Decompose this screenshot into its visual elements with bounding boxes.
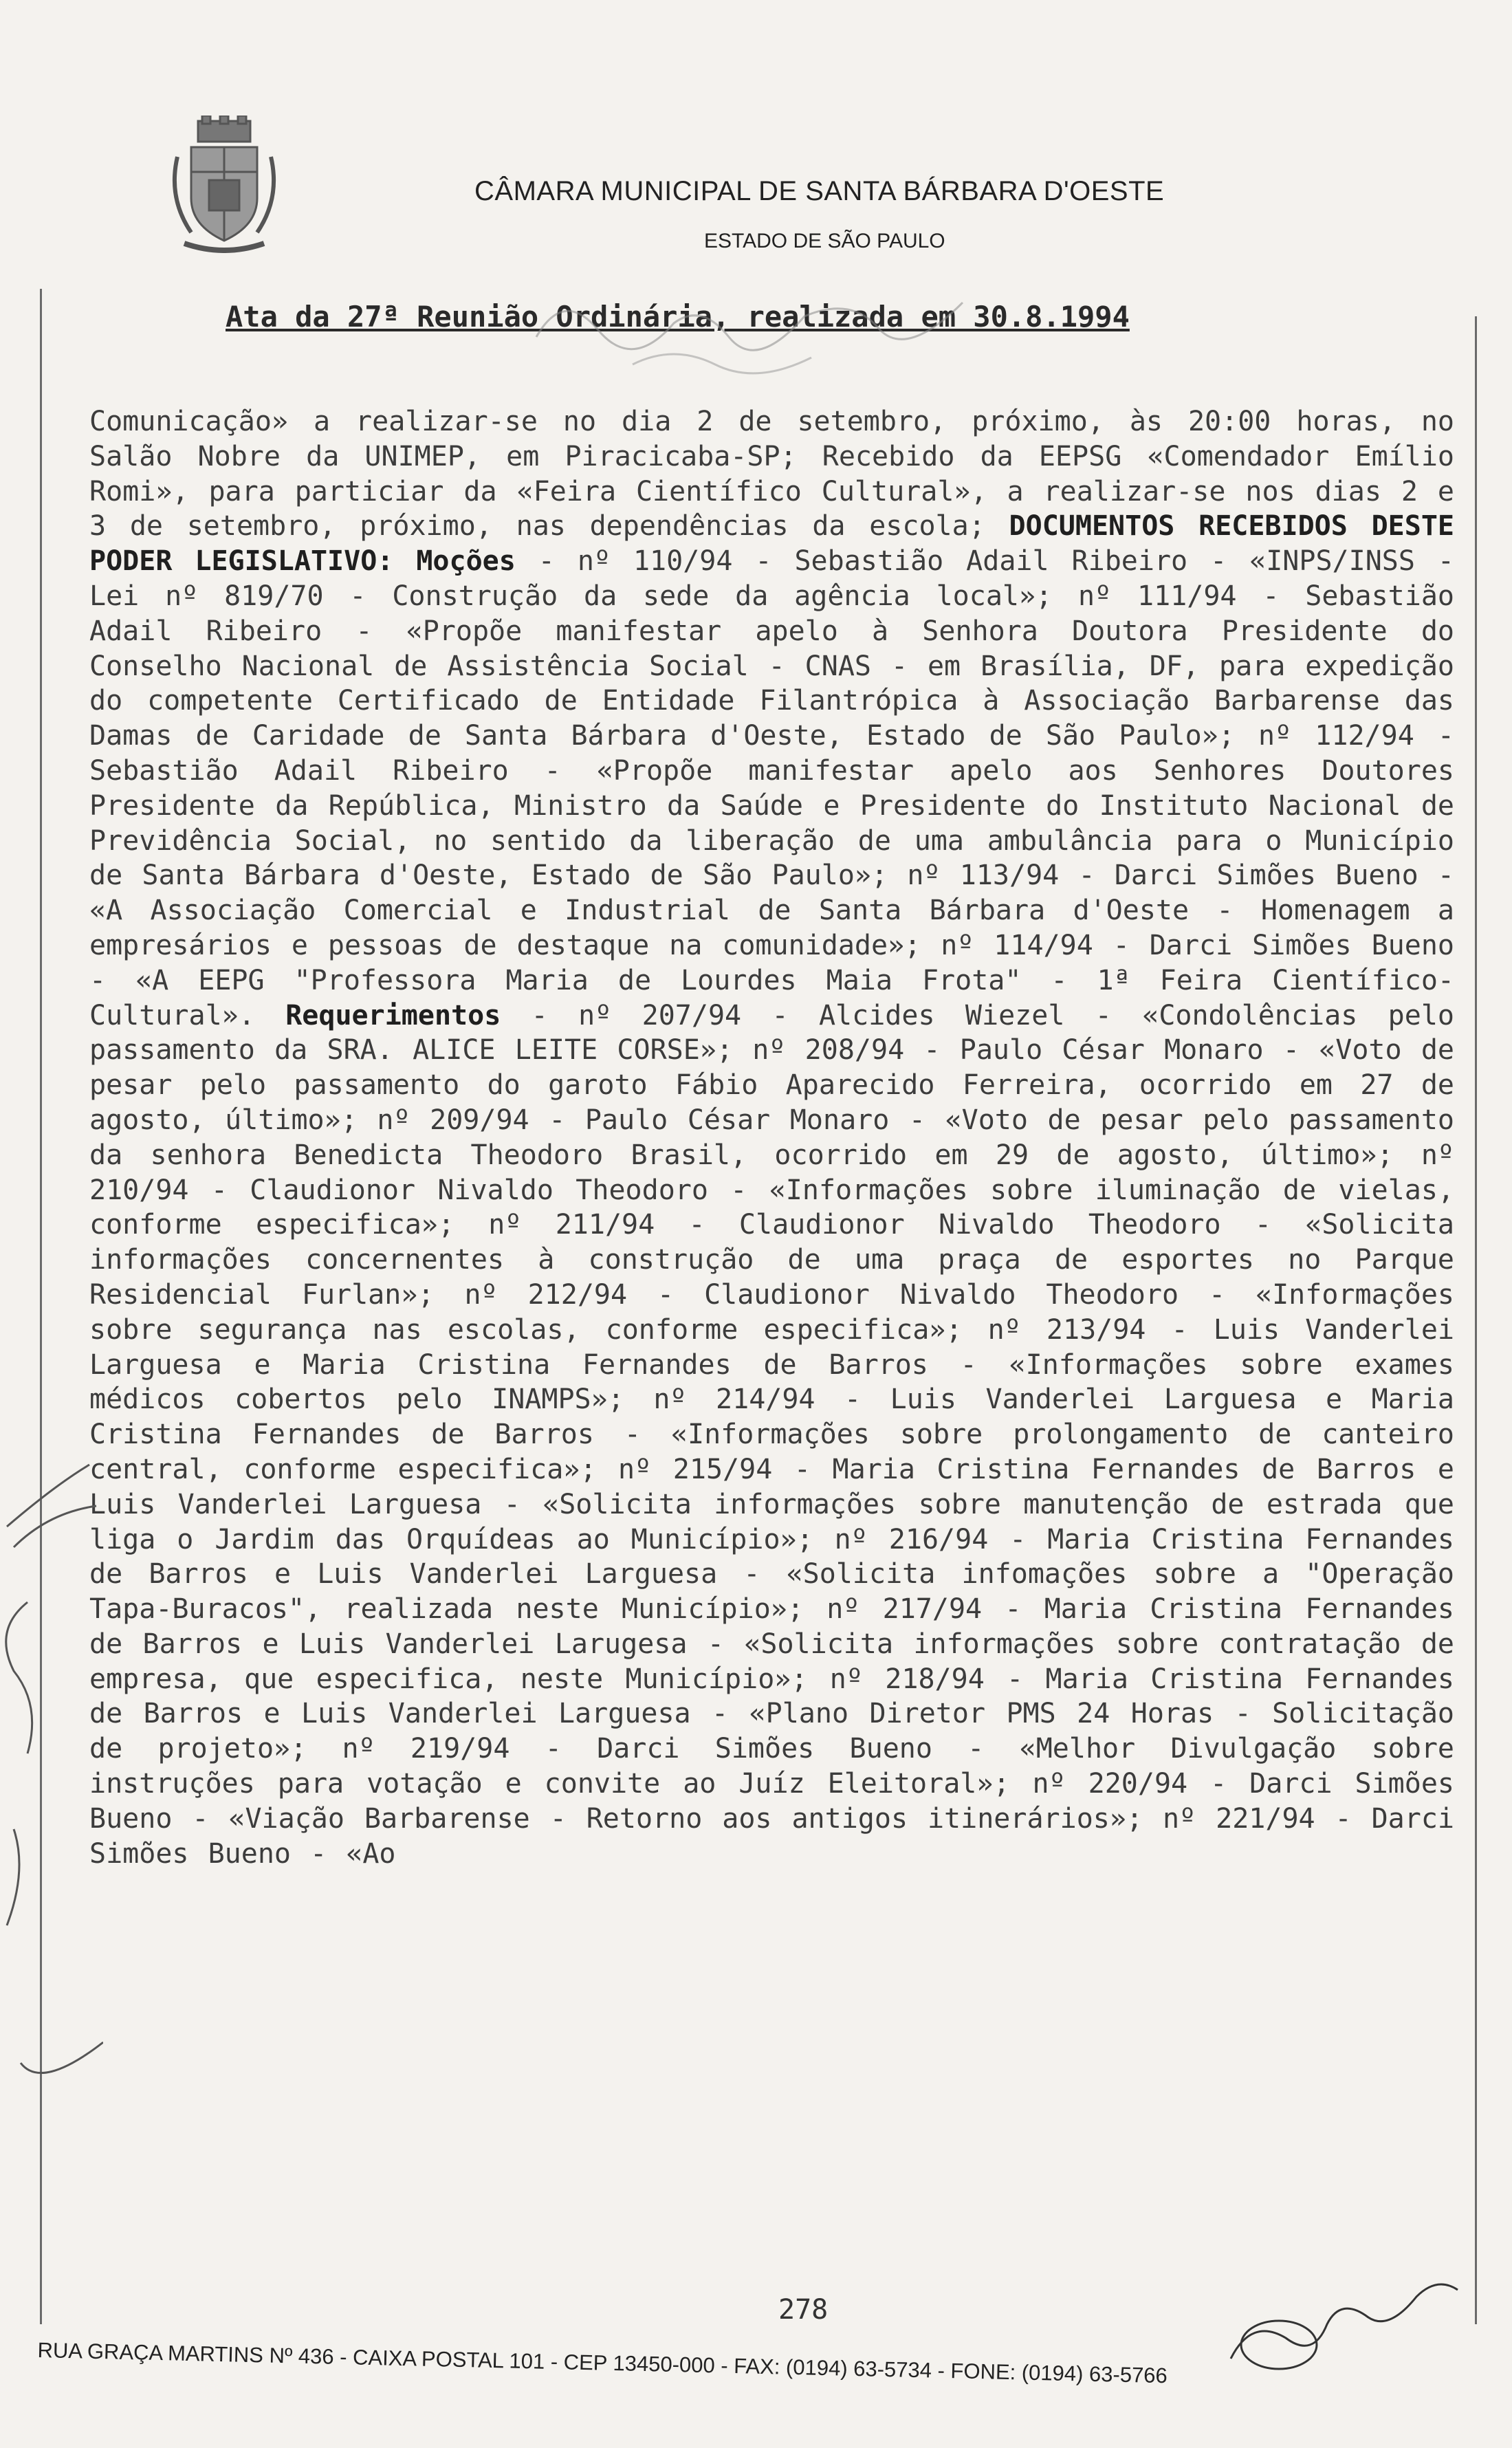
- state-name: ESTADO DE SÃO PAULO: [704, 230, 945, 252]
- paragraph-requerimentos: - nº 207/94 - Alcides Wiezel - «Condolências pelo passamento da SRA. ALICE LEITE CORSE»; nº 208/94 - Paulo César Monaro - «Voto de pesar pelo passamento do garoto Fábio Aparecido Ferreira, ocorrido em 27 de agosto, último»; nº 209/94 - Paulo César Monaro - «Voto de pesar pelo passamento da senhora Benedicta Theodoro Brasil, ocorrido em 29 de agosto, último»; nº 210/94 - Claudionor Nivaldo Theodoro - «Informações sobre iluminação de vielas, conforme especifica»; nº 211/94 - Claudionor Nivaldo Theodoro - «Solicita informações concernentes à construção de uma praça de esportes no Parque Residencial Furlan»; nº 212/94 - Claudionor Nivaldo Theodoro - «Informações sobre segurança nas escolas, conforme especifica»; nº 213/94 - Luis Vanderlei Larguesa e Maria Cristina Fernandes de Barros - «Informações sobre exames médicos cobertos pelo INAMPS»; nº 214/94 - Luis Vanderlei Larguesa e Maria Cristina Fernandes de Barros - «Informações sobre prolongamento de canteiro central, conforme especifica»; nº 215/94 - Maria Cristina Fernandes de Barros e Luis Vanderlei Larguesa - «Solicita informações sobre manutenção de estrada que liga o Jardim das Orquídeas ao Município»; nº 216/94 - Maria Cristina Fernandes de Barros e Luis Vanderlei Larguesa - «Solicita infomações sobre a "Operação Tapa-Buracos", realizada neste Município»; nº 217/94 - Maria Cristina Fernandes de Barros e Luis Vanderlei Larugesa - «Solicita informações sobre contratação de empresa, que especifica, neste Município»; nº 218/94 - Maria Cristina Fernandes de Barros e Luis Vanderlei Larguesa - «Plano Diretor PMS 24 Horas - Solicitação de projeto»; nº 219/94 - Darci Simões Bueno - «Melhor Divulgação sobre instruções para votação e convite ao Juíz Eleitoral»; nº 220/94 - Darci Simões Bueno - «Viação Barbarense - Retorno aos antigos itinerários»; nº 221/94 - Darci Simões Bueno - «Ao: [89, 999, 1454, 1870]
- signature-top: [495, 275, 990, 392]
- paragraph-communications: Comunicação» a realizar-se no dia 2 de setembro, próximo, às 20:00 horas, no Salão Nobre da UNIMEP, em Piracicaba-SP; Recebido da EEPSG «Comendador Emílio Romi», para particiar da «Feira Científico Cultural», a realizar-se nos dias 2 e 3 de setembro, próximo, nas dependências da escola;: [89, 406, 1454, 543]
- footer-address: RUA GRAÇA MARTINS Nº 436 - CAIXA POSTAL 101 - CEP 13450-000 - FAX: (0194) 63-5734 - FONE: (0194) 63-5766: [37, 2338, 1168, 2388]
- signature-bottom: [1210, 2255, 1499, 2372]
- institution-name: CÂMARA MUNICIPAL DE SANTA BÁRBARA D'OESTE: [474, 176, 1165, 206]
- heading-documents-received: DOCUMENTOS RECEBIDOS DESTE PODER LEGISLATIVO: Moções: [89, 510, 1454, 578]
- paragraph-motions: - nº 110/94 - Sebastião Adail Ribeiro - «INPS/INSS - Lei nº 819/70 - Construção da sede da agência local»; nº 111/94 - Sebastião Adail Ribeiro - «Propõe manifestar apelo à Senhora Doutora Presidente do Conselho Nacional de Assistência Social - CNAS - em Brasília, DF, para expedição do competente Certificado de Entidade Filantrópica à Associação Barbarense das Damas de Caridade de Santa Bárbara d'Oeste, Estado de São Paulo»; nº 112/94 - Sebastião Adail Ribeiro - «Propõe manifestar apelo aos Senhores Doutores Presidente da República, Ministro da Saúde e Presidente do Instituto Nacional de Previdência Social, no sentido da liberação de uma ambulância para o Município de Santa Bárbara d'Oeste, Estado de São Paulo»; nº 113/94 - Darci Simões Bueno - «A Associação Comercial e Industrial de Santa Bárbara d'Oeste - Homenagem a empresários e pessoas de destaque na comunidade»; nº 114/94 - Darci Simões Bueno - «A EEPG "Professora Maria de Lourdes Maia Frota" - 1ª Feira Científico-Cultural».: [89, 545, 1454, 1031]
- minutes-title: Ata da 27ª Reunião Ordinária, realizada em 30.8.1994: [226, 300, 1130, 334]
- minutes-body: [89, 404, 1454, 1871]
- heading-requerimentos: Requerimentos: [285, 999, 501, 1031]
- page-number: 278: [778, 2294, 829, 2326]
- right-margin-rule: [1475, 316, 1477, 2324]
- margin-signature: [0, 1444, 103, 2166]
- coat-of-arms-icon: [164, 116, 285, 253]
